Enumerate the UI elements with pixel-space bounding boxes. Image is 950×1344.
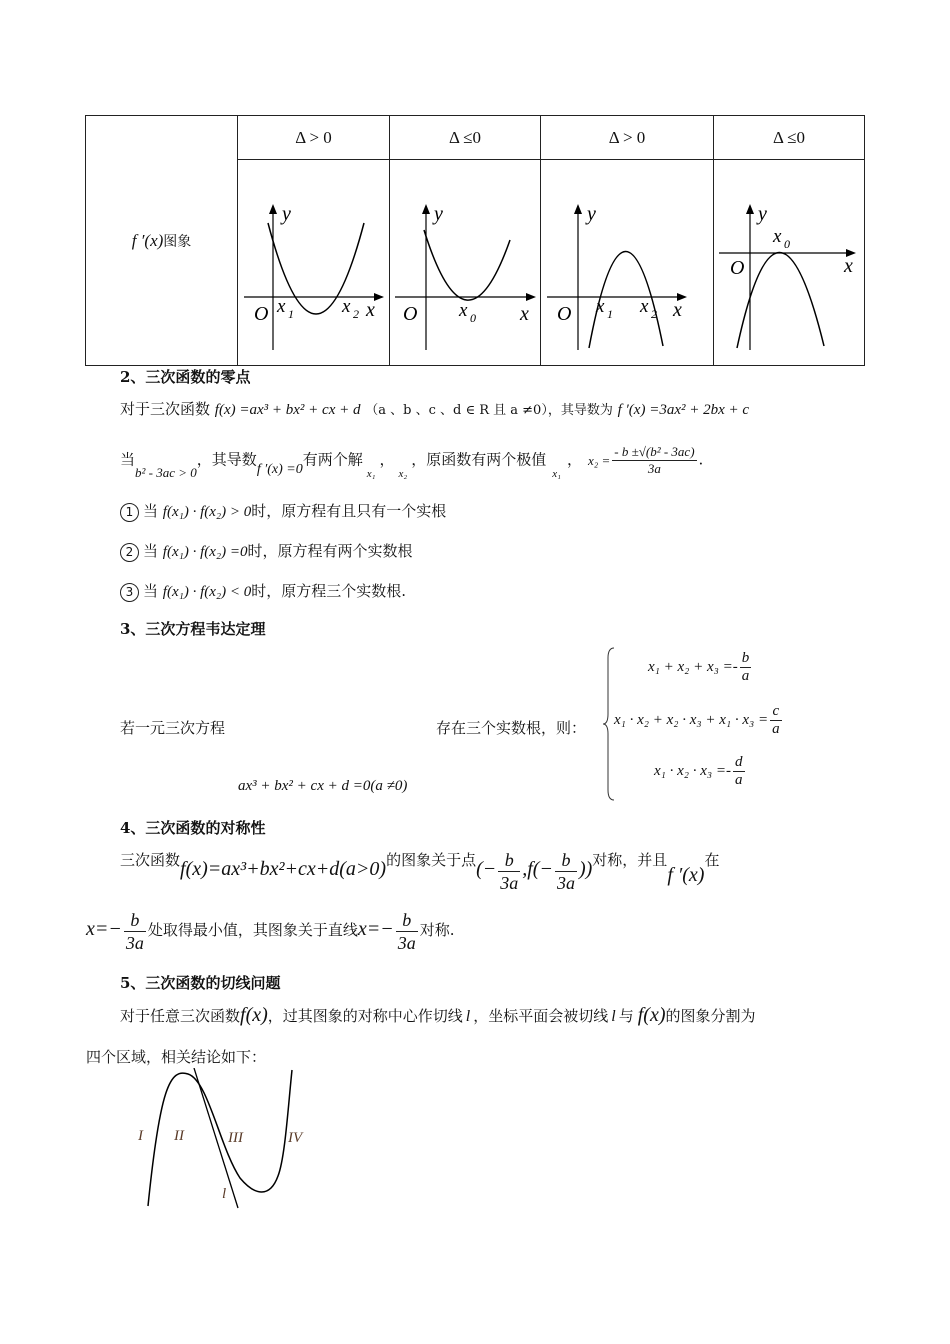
row-label-text: 图象 bbox=[163, 233, 192, 250]
derivative-graph-table bbox=[85, 115, 865, 366]
graph-cell-2 bbox=[390, 160, 541, 366]
g2-x-label: x bbox=[520, 303, 529, 325]
region-III: III bbox=[228, 1130, 243, 1146]
s4-deriv: f ′(x) bbox=[667, 864, 705, 886]
s2-item-2 bbox=[120, 540, 413, 562]
vieta-line-2 bbox=[614, 703, 784, 738]
s2-p1-prefix: 对于三次函数 bbox=[120, 400, 211, 418]
g2-y-label: y bbox=[434, 203, 443, 225]
s2-item-1 bbox=[120, 500, 446, 522]
s5-p1 bbox=[120, 1004, 756, 1027]
s2-item-2-math: f(x₁) · f(x₂) =0 bbox=[162, 544, 248, 560]
g4-x0: x bbox=[773, 226, 782, 247]
s4-frac2-den: 3a bbox=[556, 872, 575, 893]
vieta-line-1 bbox=[648, 650, 753, 685]
s2-item-2-post: 时，原方程有两个实数根 bbox=[247, 542, 413, 560]
graph-1 bbox=[238, 160, 389, 361]
s5-fx: f(x) bbox=[240, 1004, 268, 1026]
s2-p2-f: ， bbox=[566, 450, 582, 469]
s2-p2-e: ，原函数有两个极值 bbox=[411, 450, 547, 469]
g1-y-label: y bbox=[282, 203, 291, 225]
s2-p1-func: f(x) =ax³ + bx² + cx + d bbox=[214, 402, 361, 418]
s4-pt-mid: ,f(− bbox=[522, 858, 553, 880]
g3-x-label: x bbox=[673, 299, 682, 321]
s4-frac1-den: 3a bbox=[500, 872, 519, 893]
s4-a: 三次函数 bbox=[120, 851, 181, 869]
vieta-3-num: d bbox=[735, 754, 743, 770]
g3-x2-sub: 2 bbox=[651, 307, 657, 321]
s5-b: ，过其图象的对称中心作切线 bbox=[267, 1007, 463, 1025]
s4-xeq2: x=− bbox=[357, 918, 394, 940]
s5-l2: l bbox=[611, 1008, 616, 1025]
s5-a: 对于任意三次函数 bbox=[120, 1007, 241, 1025]
s4-frac3-den: 3a bbox=[125, 932, 144, 953]
circled-number-1: 1 bbox=[120, 503, 139, 522]
vieta-3-den: a bbox=[735, 772, 743, 788]
s4-frac4-num: b bbox=[396, 909, 418, 932]
circled-number-2: 2 bbox=[120, 543, 139, 562]
vieta-1-lhs: x₁ + x₂ + x₃ =- bbox=[648, 658, 738, 675]
s2-p1 bbox=[120, 398, 749, 419]
g4-y-label: y bbox=[758, 203, 767, 225]
s2-p2-a: 当 bbox=[120, 450, 136, 469]
s2-item-1-math: f(x₁) · f(x₂) > 0 bbox=[162, 504, 252, 520]
g3-y-label: y bbox=[587, 203, 596, 225]
s4-point-frac-1 bbox=[498, 849, 520, 894]
s2-p2-c: 有两个解 bbox=[302, 450, 363, 469]
s2-p1-cond: （a 、b 、c 、d ∈ R 且 a ≠0），其导数为 bbox=[365, 403, 613, 418]
region-IV: IV bbox=[288, 1130, 303, 1146]
g1-origin: O bbox=[254, 303, 269, 325]
s4-d: 在 bbox=[704, 851, 720, 869]
s4-frac1-num: b bbox=[498, 849, 520, 872]
g3-x1: x bbox=[596, 296, 605, 317]
s2-item-3-pre: 当 bbox=[143, 582, 159, 600]
header-1: Δ > 0 bbox=[238, 116, 390, 160]
s2-p2-x1b: x₁ bbox=[552, 467, 561, 480]
g3-origin: O bbox=[557, 303, 572, 325]
tangent-label: l bbox=[222, 1186, 227, 1202]
graph-cell-3 bbox=[541, 160, 714, 366]
s5-p2: 四个区域，相关结论如下： bbox=[86, 1048, 267, 1066]
s4-point-frac-2 bbox=[555, 849, 577, 894]
s2-p2 bbox=[120, 444, 704, 480]
vieta-2-frac bbox=[770, 703, 782, 738]
s4-title: 4、三次函数的对称性 bbox=[120, 819, 266, 837]
s2-item-1-post: 时，原方程有且只有一个实根 bbox=[251, 502, 447, 520]
s2-p2-d: ， bbox=[379, 450, 395, 469]
g3-x2: x bbox=[640, 296, 649, 317]
graph-2 bbox=[390, 160, 540, 361]
s4-xeq: x=− bbox=[86, 918, 122, 940]
s4-c: 对称，并且 bbox=[592, 851, 668, 869]
s4-b: 的图象关于点 bbox=[386, 851, 477, 869]
s4-min-frac bbox=[124, 909, 146, 954]
s3-right-text: 存在三个实数根，则： bbox=[436, 719, 587, 737]
s5-fx2: f(x) bbox=[637, 1004, 666, 1026]
g4-x0-sub: 0 bbox=[784, 237, 790, 251]
g4-origin: O bbox=[730, 257, 745, 279]
region-I: I bbox=[138, 1128, 143, 1144]
s2-item-1-pre: 当 bbox=[143, 502, 159, 520]
s4-frac2-num: b bbox=[555, 849, 577, 872]
s2-p2-x2: x₂ bbox=[398, 467, 408, 480]
row-label-math: f ′(x) bbox=[131, 230, 164, 250]
vieta-2-num: c bbox=[770, 703, 782, 721]
s5-c: ，坐标平面会被切线 bbox=[473, 1007, 609, 1025]
s2-item-3 bbox=[120, 580, 406, 602]
vieta-2-den: a bbox=[772, 721, 780, 737]
s5-e: 的图象分割为 bbox=[665, 1007, 756, 1025]
vieta-2-lhs: x₁ · x₂ + x₂ · x₃ + x₁ · x₃ = bbox=[614, 711, 769, 728]
g2-x0-sub: 0 bbox=[470, 311, 476, 325]
s2-title: 2、三次函数的零点 bbox=[120, 368, 251, 386]
s5-title: 5、三次函数的切线问题 bbox=[120, 974, 281, 992]
s5-d: 与 bbox=[618, 1007, 634, 1025]
s2-p2-b: ，其导数 bbox=[196, 450, 257, 469]
s2-p2-x1: x₁ bbox=[366, 467, 376, 480]
g3-x1-sub: 1 bbox=[607, 307, 613, 321]
s5-l: l bbox=[465, 1008, 471, 1025]
circled-number-3: 3 bbox=[120, 583, 139, 602]
s4-line-2 bbox=[86, 905, 455, 954]
s4-frac3-num: b bbox=[124, 909, 146, 932]
vieta-3-frac bbox=[733, 754, 745, 789]
g1-x1: x bbox=[277, 296, 286, 317]
header-2: Δ ≤0 bbox=[390, 116, 541, 160]
s2-root-num: - b ±√(b² - 3ac) bbox=[614, 444, 695, 459]
s2-p2-eq: f ′(x) =0 bbox=[256, 461, 303, 477]
s4-pt-close: )) bbox=[578, 858, 593, 880]
s4-e: 处取得最小值，其图象关于直线 bbox=[147, 921, 358, 939]
s2-p2-end: . bbox=[698, 450, 704, 469]
s4-sym-frac bbox=[396, 909, 418, 954]
s2-root-fraction bbox=[612, 444, 696, 477]
s2-item-2-pre: 当 bbox=[143, 542, 159, 560]
g4-x-label: x bbox=[844, 255, 853, 277]
g1-x2: x bbox=[342, 296, 351, 317]
row-label-cell bbox=[86, 116, 238, 366]
graph-cell-4 bbox=[714, 160, 865, 366]
s4-func: f(x)=ax³+bx²+cx+d(a>0) bbox=[180, 858, 387, 880]
s3-equation: ax³ + bx² + cx + d =0(a ≠0) bbox=[238, 778, 408, 794]
vieta-line-3 bbox=[654, 754, 747, 789]
graph-cell-1 bbox=[238, 160, 390, 366]
s2-item-3-math: f(x₁) · f(x₂) < 0 bbox=[162, 584, 252, 600]
s3-left-text: 若一元三次方程 bbox=[120, 719, 226, 737]
g2-x0: x bbox=[459, 300, 468, 321]
tangent-region-graph bbox=[130, 1068, 330, 1213]
s2-p2-cond: b² - 3ac > 0 bbox=[135, 464, 197, 480]
g1-x1-sub: 1 bbox=[288, 307, 294, 321]
header-4: Δ ≤0 bbox=[714, 116, 865, 160]
s4-f: 对称. bbox=[419, 921, 455, 939]
g1-x-label: x bbox=[366, 299, 375, 321]
s4-line-1 bbox=[120, 845, 719, 894]
g1-x2-sub: 2 bbox=[353, 307, 359, 321]
vieta-3-lhs: x₁ · x₂ · x₃ =- bbox=[654, 762, 731, 779]
s2-root-den: 3a bbox=[647, 461, 661, 476]
vieta-1-num: b bbox=[741, 650, 750, 666]
graph-3 bbox=[541, 160, 713, 361]
s2-p2-x2eq: x₂ = bbox=[587, 452, 611, 468]
s2-item-3-post: 时，原方程三个实数根. bbox=[251, 582, 407, 600]
s2-p1-deriv: f ′(x) =3ax² + 2bx + c bbox=[617, 402, 750, 418]
graph-4 bbox=[714, 160, 864, 361]
vieta-1-frac bbox=[740, 650, 752, 685]
g2-origin: O bbox=[403, 303, 418, 325]
s3-title: 3、三次方程韦达定理 bbox=[120, 620, 266, 638]
s4-frac4-den: 3a bbox=[397, 932, 416, 953]
s4-pt-open: (− bbox=[476, 858, 497, 880]
vieta-1-den: a bbox=[741, 668, 750, 684]
region-II: II bbox=[174, 1128, 184, 1144]
header-3: Δ > 0 bbox=[541, 116, 714, 160]
